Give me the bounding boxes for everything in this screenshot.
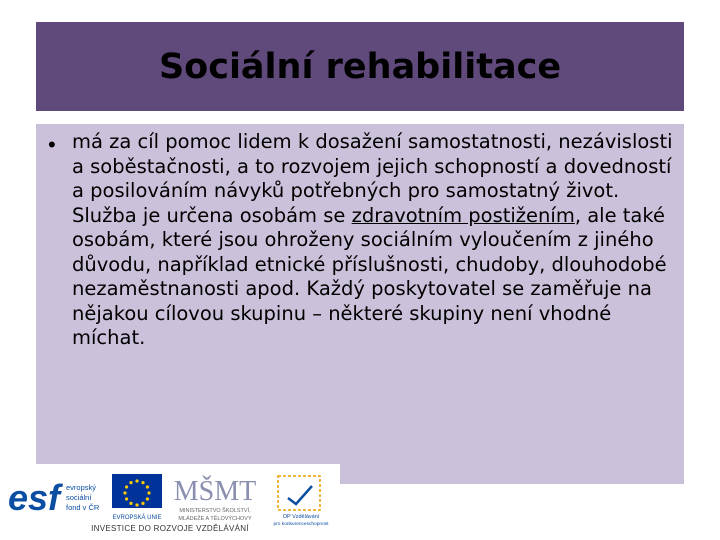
msmt-sub-1: MINISTERSTVO ŠKOLSTVÍ, <box>179 508 251 514</box>
op-text-2: pro konkurenceschopnost <box>273 522 329 527</box>
op-check-icon <box>288 486 312 504</box>
bullet-text <box>72 130 682 351</box>
esf-sub-3: fond v ČR <box>66 503 100 512</box>
esf-sub-1: evropský <box>66 483 97 492</box>
op-frame-icon <box>278 476 320 510</box>
op-vk-logo <box>266 472 336 528</box>
msmt-sub-2: MLÁDEŽE A TĚLOVÝCHOVY <box>178 516 252 522</box>
esf-logo <box>8 474 108 524</box>
logo-caption: INVESTICE DO ROZVOJE VZDĚLÁVÁNÍ <box>91 524 249 533</box>
eu-flag-icon <box>112 474 162 508</box>
slide-title: Sociální rehabilitace <box>158 46 562 87</box>
text-after-link: , ale také osobám, které jsou ohroženy sociálním vyloučením z jiného důvodu, například etnické příslušnosti, chudoby, dlouhodobé nezaměstnanosti apod. Každý poskytovatel se zaměřuje na nějakou cílovou skupinu – některé skupiny není vhodné míchat. <box>72 203 667 349</box>
eu-label: EVROPSKÁ UNIE <box>112 515 162 521</box>
msmt-logo-text: MŠMT <box>173 476 257 507</box>
content-box <box>36 124 684 484</box>
op-text-1: OP Vzdělávání <box>282 514 320 520</box>
logo-strip <box>0 464 340 540</box>
esf-logo-text: esf <box>8 477 61 518</box>
eu-flag-logo <box>108 472 166 524</box>
msmt-logo <box>170 468 260 526</box>
text-before-link: má za cíl pomoc lidem k dosažení samostatnosti, nezávislosti a soběstačnosti, a to rozvojem jejich schopností a dovedností a posilováním návyků potřebných pro samostatný život. Služba je určena osobám se <box>72 130 673 227</box>
esf-sub-2: sociální <box>66 493 92 502</box>
title-bar <box>36 22 684 111</box>
hyperlink-zdravotni-postizeni[interactable]: zdravotním postižením <box>351 203 575 227</box>
bullet-marker: • <box>48 132 56 157</box>
